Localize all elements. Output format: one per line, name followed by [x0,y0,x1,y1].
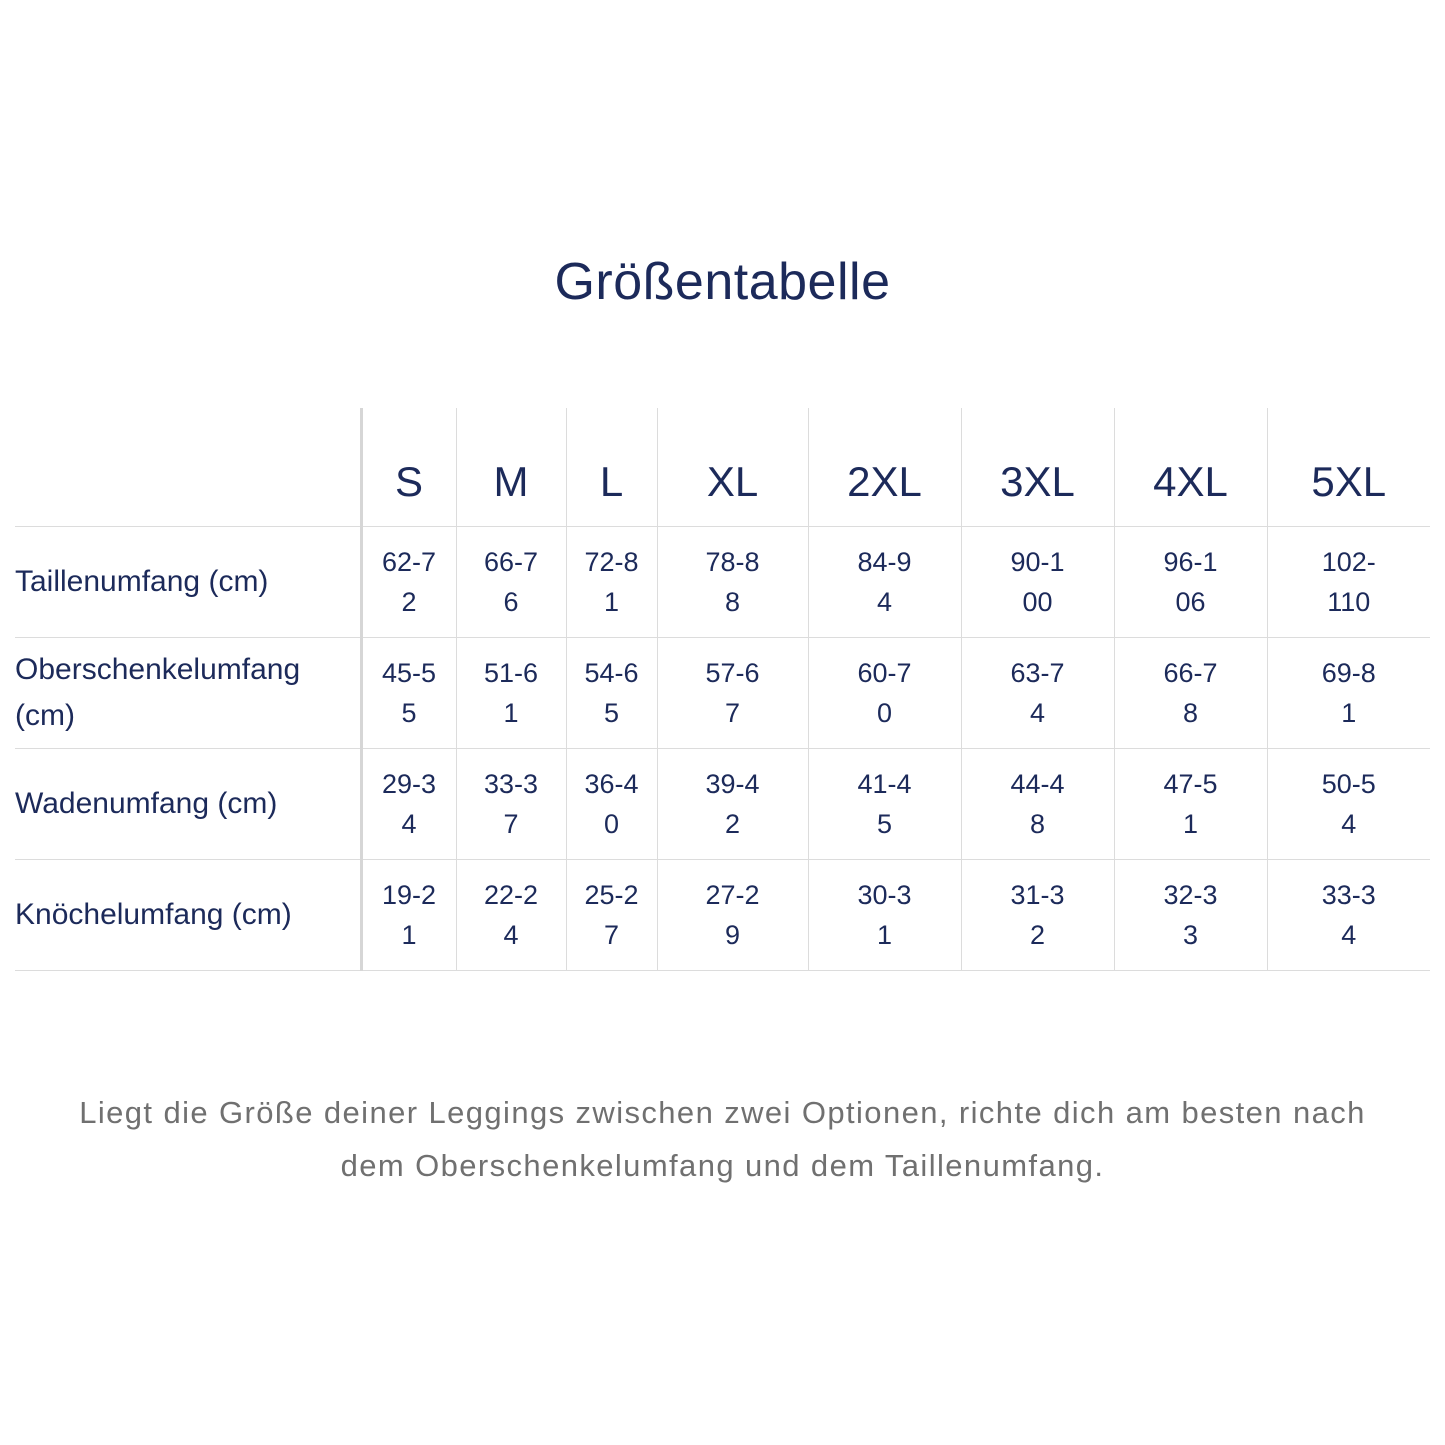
table-cell: 39-42 [657,748,808,859]
header-row [15,408,1430,526]
size-header-xl: XL [657,408,808,526]
row-label-calf: Wadenumfang (cm) [15,748,361,859]
size-header-5xl: 5XL [1267,408,1430,526]
table-cell: 63-74 [961,637,1114,748]
table-cell: 22-24 [456,859,566,970]
row-label-thigh: Oberschenkelumfang (cm) [15,637,361,748]
table-cell: 30-31 [808,859,961,970]
row-label-ankle: Knöchelumfang (cm) [15,859,361,970]
table-cell: 45-55 [361,637,456,748]
size-header-l: L [566,408,657,526]
table-cell: 51-61 [456,637,566,748]
table-cell: 96-106 [1114,526,1267,637]
table-cell: 25-27 [566,859,657,970]
table-cell: 29-34 [361,748,456,859]
table-row-calf [15,748,1430,859]
table-cell: 32-33 [1114,859,1267,970]
table-cell: 72-81 [566,526,657,637]
table-cell: 33-34 [1267,859,1430,970]
table-cell: 27-29 [657,859,808,970]
table-row-waist [15,526,1430,637]
table-row-ankle [15,859,1430,970]
table-cell: 66-78 [1114,637,1267,748]
table-cell: 44-48 [961,748,1114,859]
table-cell: 36-40 [566,748,657,859]
table-cell: 50-54 [1267,748,1430,859]
row-label-waist: Taillenumfang (cm) [15,526,361,637]
table-cell: 19-21 [361,859,456,970]
size-chart-table [15,408,1430,971]
size-header-3xl: 3XL [961,408,1114,526]
size-header-2xl: 2XL [808,408,961,526]
table-cell: 31-32 [961,859,1114,970]
table-cell: 90-100 [961,526,1114,637]
table-cell: 102-110 [1267,526,1430,637]
table-cell: 60-70 [808,637,961,748]
page-title: Größentabelle [554,253,891,311]
table-cell: 69-81 [1267,637,1430,748]
table-cell: 47-51 [1114,748,1267,859]
table-cell: 41-45 [808,748,961,859]
table-cell: 54-65 [566,637,657,748]
table-cell: 62-72 [361,526,456,637]
table-cell: 57-67 [657,637,808,748]
size-header-m: M [456,408,566,526]
table-cell: 78-88 [657,526,808,637]
table-cell: 66-76 [456,526,566,637]
size-advice-note: Liegt die Größe deiner Leggings zwischen zwei Optionen, richte dich am besten nach dem Oberschenkelumfang und dem Taillenumfang. [79,1095,1366,1183]
table-cell: 84-94 [808,526,961,637]
table-row-thigh [15,637,1430,748]
table-cell: 33-37 [456,748,566,859]
size-header-4xl: 4XL [1114,408,1267,526]
header-corner [15,408,361,526]
size-header-s: S [361,408,456,526]
